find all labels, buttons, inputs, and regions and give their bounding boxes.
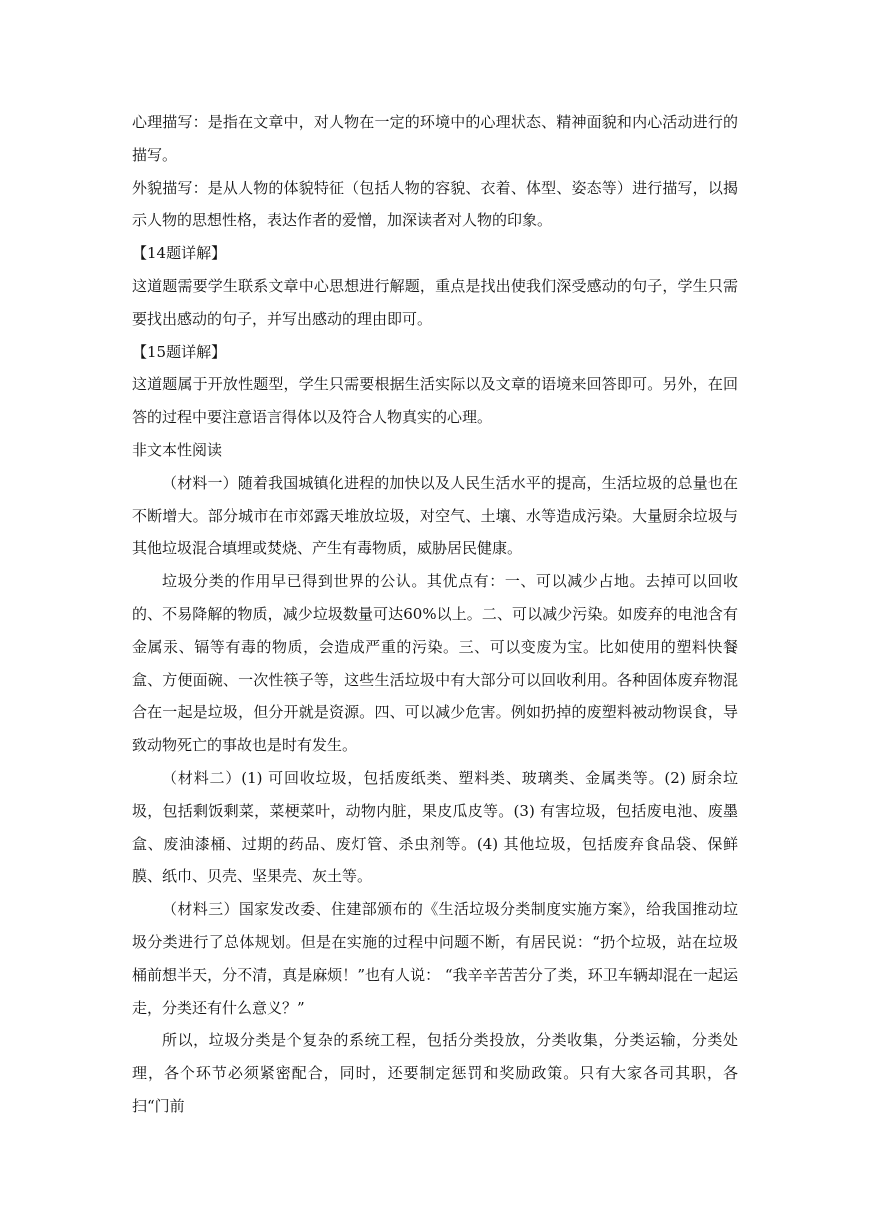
paragraph-appearance-description: 外貌描写：是从人物的体貌特征（包括人物的容貌、衣着、体型、姿态等）进行描写，以揭示人物的思想性格，表达作者的爱憎，加深读者对人物的印象。 xyxy=(132,178,738,230)
heading-q15-detail: 【15题详解】 xyxy=(132,342,227,361)
paragraph-psychological-description: 心理描写：是指在文章中，对人物在一定的环境中的心理状态、精神面貌和内心活动进行的描写。 xyxy=(132,113,738,164)
paragraph-sorting-benefits: 垃圾分类的作用早已得到世界的公认。其优点有：一、可以减少占地。去掉可以回收的、不易降解的物质，减少垃圾数量可达60%以上。二、可以减少污染。如废弃的电池含有金属汞、镉等有毒的物质，会造成严重的污染。三、可以变废为宝。比如使用的塑料快餐盒、方便面碗、一次性筷子等，这些生活垃圾中有大部分可以回收利用。各种固体废弃物混合在一起是垃圾，但分开就是资源。四、可以减少危害。例如扔掉的废塑料被动物误食，导致动物死亡的事故也是时有发生。 xyxy=(132,572,738,755)
paragraph-material-one: （材料一）随着我国城镇化进程的加快以及人民生活水平的提高，生活垃圾的总量也在不断增大。部分城市在市郊露天堆放垃圾，对空气、土壤、水等造成污染。大量厨余垃圾与其他垃圾混合填埋或焚烧、产生有毒物质，威胁居民健康。 xyxy=(132,473,738,558)
paragraph-conclusion: 所以，垃圾分类是个复杂的系统工程，包括分类投放，分类收集，分类运输，分类处理，各个环节必须紧密配合，同时，还要制定惩罚和奖励政策。只有大家各司其职，各扫“门前 xyxy=(132,1031,738,1115)
paragraph-q15-explanation: 这道题属于开放性题型，学生只需要根据生活实际以及文章的语境来回答即可。另外，在回答的过程中要注意语言得体以及符合人物真实的心理。 xyxy=(132,375,738,427)
paragraph-material-two: （材料二）(1) 可回收垃圾，包括废纸类、塑料类、玻璃类、金属类等。(2) 厨余垃圾，包括剩饭剩菜，菜梗菜叶，动物内脏，果皮瓜皮等。(3) 有害垃圾，包括废电池、废墨盒、废油漆桶、过期的药品、废灯管、杀虫剂等。(4) 其他垃圾，包括废弃食品袋、保鲜膜、纸巾、贝壳、坚果壳、灰土等。 xyxy=(132,768,738,886)
document-page xyxy=(132,106,738,1123)
heading-q14-detail: 【14题详解】 xyxy=(132,244,227,263)
heading-non-literary-reading: 非文本性阅读 xyxy=(132,440,223,459)
paragraph-q14-explanation: 这道题需要学生联系文章中心思想进行解题，重点是找出使我们深受感动的句子，学生只需要找出感动的句子，并写出感动的理由即可。 xyxy=(132,276,738,328)
paragraph-material-three: （材料三）国家发改委、住建部颁布的《生活垃圾分类制度实施方案》，给我国推动垃圾分类进行了总体规划。但是在实施的过程中问题不断，有居民说：“扔个垃圾，站在垃圾桶前想半天，分不清，真是麻烦！”也有人说： “我辛辛苦苦分了类，环卫车辆却混在一起运走，分类还有什么意义？” xyxy=(132,900,738,1017)
